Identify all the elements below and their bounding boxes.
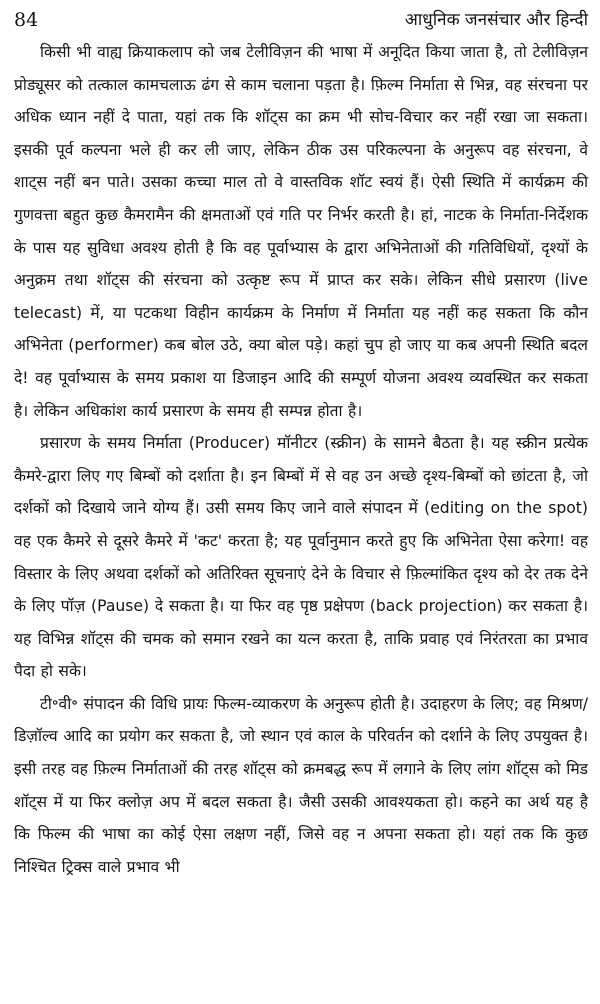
page-number: 84 bbox=[14, 9, 39, 31]
paragraph-1: किसी भी वाह्य क्रियाकलाप को जब टेलीविज़न की भाषा में अनूदित किया जाता है, तो टेलीविज़न प्रोड्यूसर को तत्काल कामचलाऊ ढंग से काम चलाना पड़ता है। फ़िल्म निर्माता से भिन्न, वह संरचना पर अधिक ध्यान नहीं दे पाता, यहां तक कि शॉट्स का क्रम भी सोच-विचार कर नहीं रखा जा सकता। इसकी पूर्व कल्पना भले ही कर ली जाए, लेकिन ठीक उस परिकल्पना के अनुरूप वह संरचना, वे शाट्स नहीं बन पाते। उसका कच्चा माल तो वे वास्तविक शॉट स्वयं हैं। ऐसी स्थिति में कार्यक्रम की गुणवत्ता बहुत कुछ कैमरामैन की क्षमताओं एवं गति पर निर्भर करती है। हां, नाटक के निर्माता-निर्देशक के पास यह सुविधा अवश्य होती है कि वह पूर्वाभ्यास के द्वारा अभिनेताओं की गतिविधियों, दृश्यों के अनुक्रम तथा शॉट्स की संरचना को उत्कृष्ट रूप में प्राप्त कर सके। लेकिन सीधे प्रसारण (live telecast) में, या पटकथा विहीन कार्यक्रम के निर्माण में निर्माता यह नहीं कह सकता कि कौन अभिनेता (performer) कब बोल उठे, क्या बोल पड़े। कहां चुप हो जाए या कब अपनी स्थिति बदल दे! वह पूर्वाभ्यास के समय प्रकाश या डिजाइन आदि की सम्पूर्ण योजना अवश्य व्यवस्थित कर सकता है। लेकिन अधिकांश कार्य प्रसारण के समय ही सम्पन्न होता है। bbox=[14, 43, 588, 420]
running-header-title: आधुनिक जनसंचार और हिन्दी bbox=[404, 10, 588, 30]
paragraph-2: प्रसारण के समय निर्माता (Producer) मॉनीटर (स्क्रीन) के सामने बैठता है। यह स्क्रीन प्रत्येक कैमरे-द्वारा लिए गए बिम्बों को दर्शाता है। इन बिम्बों में से वह उन अच्छे दृश्य-बिम्बों को छांटता है, जो दर्शकों को दिखाये जाने योग्य हैं। उसी समय किए जाने वाले संपादन में (editing on the spot) वह एक कैमरे से दूसरे कैमरे में 'कट' करता है; यह पूर्वानुमान करते हुए कि अभिनेता ऐसा करेगा! वह विस्तार के लिए अथवा दर्शकों को अतिरिक्त सूचनाएं देने के विचार से फ़िल्मांकित दृश्य को देर तक देने के लिए पॉज़ (Pause) दे सकता है। या फिर वह पृष्ठ प्रक्षेपण (back projection) कर सकता है। यह विभिन्न शॉट्स की चमक को समान रखने का यत्न करता है, ताकि प्रवाह एवं निरंतरता का प्रभाव पैदा हो सके। bbox=[14, 434, 588, 681]
paragraph-3: टी॰वी॰ संपादन की विधि प्रायः फिल्म-व्याकरण के अनुरूप होती है। उदाहरण के लिए; वह मिश्रण/डिज़ॉल्व आदि का प्रयोग कर सकता है, जो स्थान एवं काल के परिवर्तन को दर्शाने के लिए उपयुक्त है। इसी तरह वह फ़िल्म निर्माताओं की तरह शॉट्स को क्रमबद्ध रूप में लगाने के लिए लांग शॉट्स को मिड शॉट्स में या फिर क्लोज़ अप में बदल सकता है। जैसी उसकी आवश्यकता हो। कहने का अर्थ यह है कि फिल्म की भाषा का कोई ऐसा लक्षण नहीं, जिसे वह न अपना सकता हो। यहां तक कि कुछ निश्चित ट्रिक्स वाले प्रभाव भी bbox=[14, 694, 588, 876]
body-text bbox=[14, 36, 588, 883]
running-header bbox=[14, 0, 588, 32]
